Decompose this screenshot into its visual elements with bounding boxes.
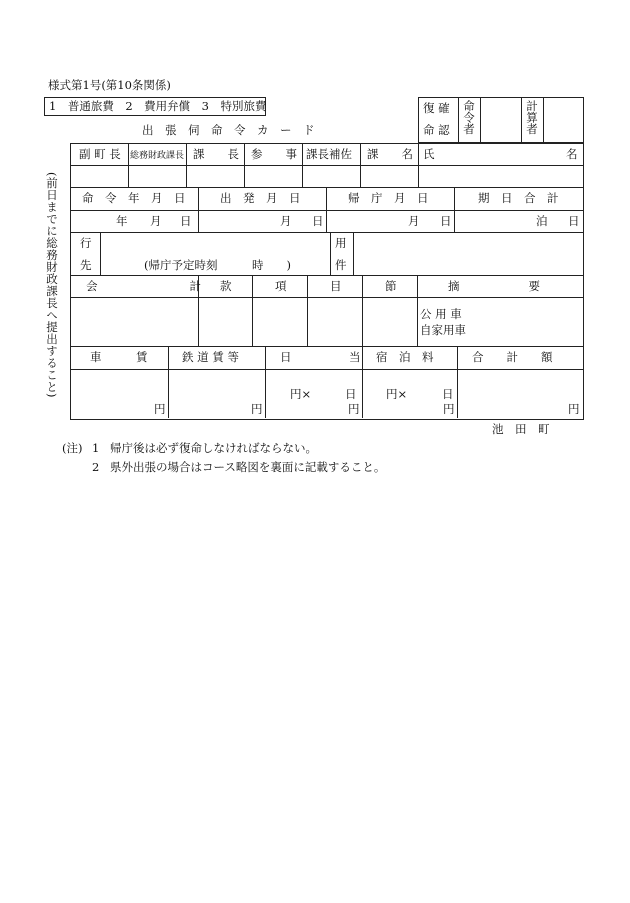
approval-fuku-chocho: 副 町 長 — [79, 147, 121, 161]
side-note: (前日までに総務財政課長へ提出すること) — [45, 172, 59, 398]
dest-saki: 先 — [80, 258, 92, 272]
purpose-yo: 用 — [335, 236, 347, 250]
date-meirei: 命 令 年 月 日 — [82, 191, 186, 205]
unit-day-4: 日 — [568, 214, 580, 228]
approval-kacho-hosa: 課長補佐 — [306, 147, 352, 161]
note-1-text: 帰庁後は必ず復命しなければならない。 — [110, 441, 317, 455]
nitto-yen: 円 — [348, 402, 360, 416]
approval-shimei-left: 氏 — [423, 147, 435, 161]
approval-ka-mei: 課 名 — [367, 147, 413, 161]
unit-month-2: 月 — [280, 214, 292, 228]
shachin-yen: 円 — [154, 402, 166, 416]
fukumei-top: 復 確 — [423, 101, 450, 115]
note-2-num: 2 — [92, 460, 100, 474]
fukumei-bottom: 命 認 — [423, 123, 450, 137]
unit-day: 日 — [180, 214, 192, 228]
keisansha-label: 計算者 — [525, 100, 539, 135]
approval-sanji: 参 事 — [251, 147, 297, 161]
nitto-day: 日 — [345, 387, 357, 401]
acct-moku: 目 — [330, 279, 342, 293]
approval-kacho: 課 長 — [193, 147, 239, 161]
koyosha: 公 用 車 — [420, 307, 462, 321]
shukuhaku-day: 日 — [442, 387, 454, 401]
acct-setsu: 節 — [385, 279, 397, 293]
unit-month-3: 月 — [408, 214, 420, 228]
cost-gokei: 合 計 額 — [472, 350, 553, 364]
dest-iki: 行 — [80, 236, 92, 250]
note-1-num: 1 — [92, 441, 100, 455]
return-time: (帰庁予定時刻 時 ) — [144, 258, 291, 272]
form-label: 様式第1号(第10条関係) — [48, 78, 171, 92]
cost-shukuhaku: 宿 泊 料 — [376, 350, 434, 364]
date-shuppatsu: 出 発 月 日 — [220, 191, 301, 205]
gokei-yen: 円 — [568, 402, 580, 416]
acct-kan: 款 — [220, 279, 232, 293]
acct-tekiyo: 摘 要 — [448, 279, 540, 293]
unit-year: 年 — [116, 214, 128, 228]
town-name: 池 田 町 — [492, 422, 550, 436]
travel-types: 1 普通旅費 2 費用弁償 3 特別旅費 — [49, 99, 267, 113]
approval-shimei-right: 名 — [566, 147, 578, 161]
cost-tetsudo: 鉄 道 賃 等 — [182, 350, 239, 364]
acct-ko: 項 — [275, 279, 287, 293]
unit-haku: 泊 — [536, 214, 548, 228]
unit-month: 月 — [150, 214, 162, 228]
cost-nitto: 日 当 — [280, 350, 361, 364]
purpose-ken: 件 — [335, 258, 347, 272]
meireisha-label: 命令者 — [462, 100, 476, 135]
tetsudo-yen: 円 — [251, 402, 263, 416]
acct-kaikei: 会 計 — [86, 279, 201, 293]
card-title: 出 張 伺 命 令 カ ー ド — [142, 123, 315, 137]
date-kijitsu-total: 期 日 合 計 — [478, 191, 559, 205]
unit-day-2: 日 — [312, 214, 324, 228]
nitto-yen-times: 円× — [290, 387, 312, 401]
cost-shachin: 車 賃 — [90, 350, 148, 364]
shukuhaku-yen-times: 円× — [386, 387, 408, 401]
shukuhaku-yen: 円 — [443, 402, 455, 416]
notes-label: (注) — [62, 441, 83, 455]
jikayosha: 自家用車 — [420, 323, 466, 337]
approval-somu-zaisei-kacho: 総務財政課長 — [130, 151, 185, 161]
unit-day-3: 日 — [440, 214, 452, 228]
date-kicho: 帰 庁 月 日 — [348, 191, 429, 205]
note-2-text: 県外出張の場合はコース略図を裏面に記載すること。 — [110, 460, 386, 474]
